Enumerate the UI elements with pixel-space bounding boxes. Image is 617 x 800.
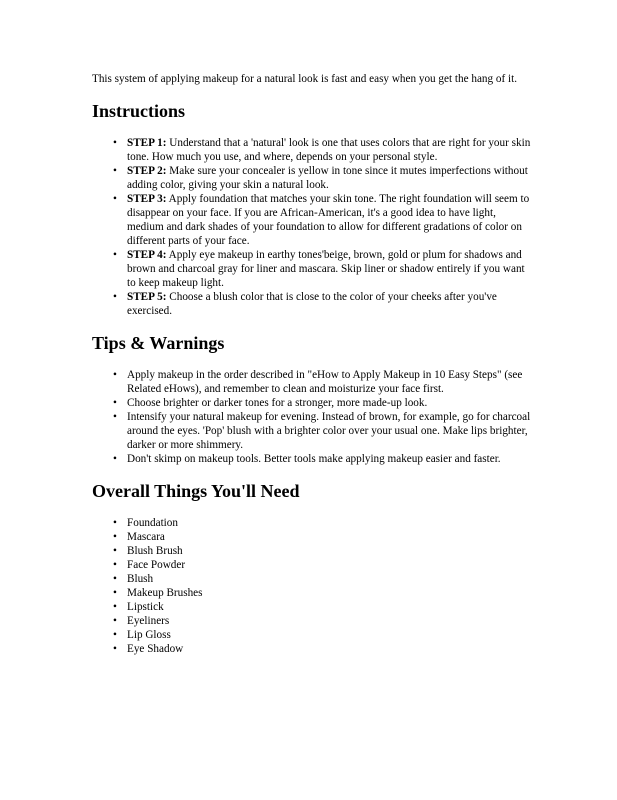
step-item: [113, 248, 533, 290]
bullet-icon: •: [113, 601, 117, 613]
bullet-icon: •: [113, 587, 117, 599]
bullet-icon: •: [113, 573, 117, 585]
bullet-icon: •: [113, 643, 117, 655]
list-item: [113, 558, 533, 572]
list-item: [113, 586, 533, 600]
bullet-icon: •: [113, 137, 117, 149]
bullet-icon: •: [113, 629, 117, 641]
bullet-icon: •: [113, 193, 117, 205]
step-text: Understand that a 'natural' look is one that uses colors that are right for your skin tone. How much you use, and where, depends on your personal style.: [127, 137, 531, 163]
bullet-icon: •: [113, 559, 117, 571]
bullet-icon: •: [113, 369, 117, 381]
list-item: [113, 544, 533, 558]
tips-list: [92, 368, 533, 466]
things-needed-heading: Overall Things You'll Need: [92, 481, 300, 501]
tips-section: [92, 332, 533, 466]
step-label: STEP 2:: [127, 165, 167, 177]
step-label: STEP 3:: [127, 193, 167, 205]
item-text: Eyeliners: [127, 615, 170, 627]
list-item: [113, 642, 533, 656]
list-item: [113, 614, 533, 628]
bullet-icon: •: [113, 545, 117, 557]
bullet-icon: •: [113, 531, 117, 543]
step-text: Apply eye makeup in earthy tones'beige, brown, gold or plum for shadows and brown and charcoal gray for liner and mascara. Skip liner or shadow entirely if you want to keep makeup light.: [127, 249, 525, 289]
step-item: [113, 136, 533, 164]
list-item: [113, 530, 533, 544]
instructions-list: [92, 136, 533, 318]
item-text: Makeup Brushes: [127, 587, 203, 599]
item-text: Face Powder: [127, 559, 186, 571]
things-needed-list: [92, 516, 533, 656]
tip-text: Intensify your natural makeup for evening. Instead of brown, for example, go for charcoal around the eyes. 'Pop' blush with a brighter color over your usual one. Make lips brighter, darker or more shimmery.: [127, 411, 531, 451]
things-needed-section: [92, 480, 533, 656]
bullet-icon: •: [113, 453, 117, 465]
item-text: Blush: [127, 573, 154, 585]
step-label: STEP 1:: [127, 137, 167, 149]
list-item: [113, 600, 533, 614]
item-text: Blush Brush: [127, 545, 183, 557]
item-text: Eye Shadow: [127, 643, 184, 655]
item-text: Lipstick: [127, 601, 164, 613]
step-text: Make sure your concealer is yellow in tone since it mutes imperfections without adding color, giving your skin a natural look.: [127, 165, 528, 191]
step-label: STEP 4:: [127, 249, 167, 261]
bullet-icon: •: [113, 615, 117, 627]
bullet-icon: •: [113, 411, 117, 423]
step-text: Apply foundation that matches your skin tone. The right foundation will seem to disappear on your face. If you are African-American, it's a good idea to have light, medium and dark shades of your foundation to allow for different gradations of color on different parts of your face.: [127, 193, 530, 247]
step-item: [113, 290, 533, 318]
step-item: [113, 164, 533, 192]
intro-paragraph: This system of applying makeup for a natural look is fast and easy when you get the hang of it.: [92, 73, 518, 85]
bullet-icon: •: [113, 165, 117, 177]
item-text: Mascara: [127, 531, 165, 543]
list-item: [113, 572, 533, 586]
tip-item: [113, 452, 533, 466]
instructions-section: [92, 100, 533, 318]
list-item: [113, 628, 533, 642]
bullet-icon: •: [113, 291, 117, 303]
tip-item: [113, 368, 533, 396]
step-label: STEP 5:: [127, 291, 167, 303]
bullet-icon: •: [113, 249, 117, 261]
tips-heading: Tips & Warnings: [92, 333, 225, 353]
list-item: [113, 516, 533, 530]
tip-item: [113, 396, 533, 410]
step-text: Choose a blush color that is close to the color of your cheeks after you've exercised.: [127, 291, 497, 317]
item-text: Foundation: [127, 517, 178, 529]
tip-text: Choose brighter or darker tones for a stronger, more made-up look.: [127, 397, 428, 409]
tip-text: Apply makeup in the order described in "eHow to Apply Makeup in 10 Easy Steps" (see Related eHows), and remember to clean and moisturize your face first.: [127, 369, 523, 395]
bullet-icon: •: [113, 397, 117, 409]
bullet-icon: •: [113, 517, 117, 529]
tip-item: [113, 410, 533, 452]
instructions-heading: Instructions: [92, 101, 186, 121]
step-item: [113, 192, 533, 248]
item-text: Lip Gloss: [127, 629, 171, 641]
tip-text: Don't skimp on makeup tools. Better tools make applying makeup easier and faster.: [127, 453, 501, 465]
